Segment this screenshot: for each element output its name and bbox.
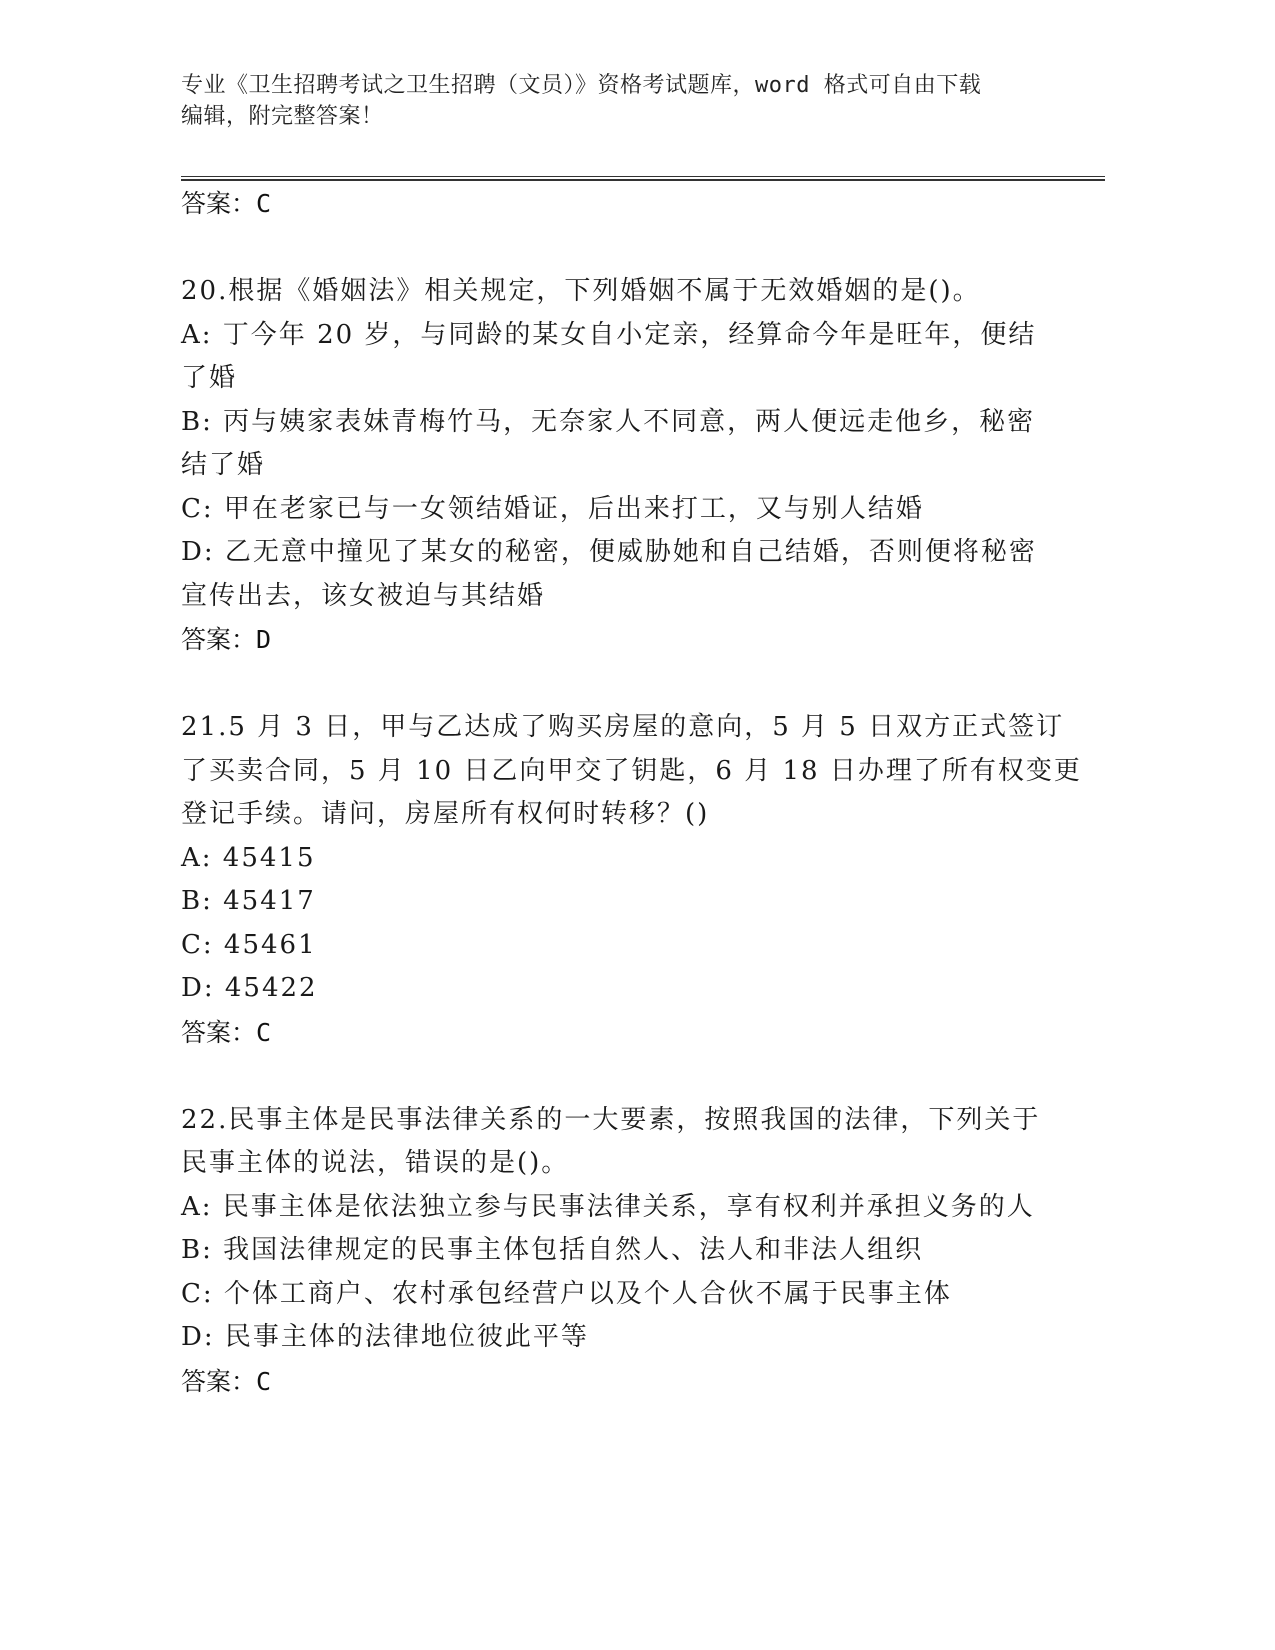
option-line: D: 乙无意中撞见了某女的秘密，便威胁她和自己结婚，否则便将秘密 [181,537,1037,567]
answer-label: 答案：C [181,1017,272,1047]
question-stem-line: 20.根据《婚姻法》相关规定，下列婚姻不属于无效婚姻的是()。 [181,276,981,306]
header-divider [181,176,1105,181]
option-b [181,1229,1051,1273]
option-line: C: 45461 [181,929,317,960]
header-line-1: 专业《卫生招聘考试之卫生招聘（文员）》资格考试题库，word 格式可自由下载 [181,73,982,98]
option-line: B: 丙与姨家表妹青梅竹马，无奈家人不同意，两人便远走他乡，秘密 [181,406,1036,437]
option-line: D: 民事主体的法律地位彼此平等 [181,1322,589,1352]
option-line: D: 45422 [181,973,318,1003]
option-c [181,488,1051,532]
option-d [181,967,1051,1011]
option-line: C: 个体工商户、农村承包经营户以及个人合伙不属于民事主体 [181,1278,952,1309]
option-d [181,1316,1051,1360]
option-line: B: 我国法律规定的民事主体包括自然人、法人和非法人组织 [181,1235,924,1265]
question-21 [181,706,1082,1055]
question-stem-line: 登记手续。请问，房屋所有权何时转移？() [181,799,710,829]
option-b [181,401,1051,488]
option-line: A: 45415 [181,842,316,873]
question-stem-line: 民事主体的说法，错误的是()。 [181,1148,570,1178]
document-body [181,182,1082,1404]
option-line: B: 45417 [181,886,316,916]
option-b [181,880,1051,924]
option-c [181,924,1051,968]
answer-label: 答案：C [181,189,272,218]
question-stem-line: 了买卖合同，5 月 10 日乙向甲交了钥匙，6 月 18 日办理了所有权变更 [181,755,1082,786]
option-line: A: 民事主体是依法独立参与民事法律关系，享有权利并承担义务的人 [181,1191,1035,1222]
option-d [181,531,1051,618]
option-a [181,1186,1051,1230]
option-a [181,314,1051,401]
answer-label: 答案：C [181,1366,272,1396]
question-22 [181,1099,1051,1404]
option-a [181,837,1051,881]
question-stem-line: 22.民事主体是民事法律关系的一大要素，按照我国的法律，下列关于 [181,1104,1041,1135]
option-c [181,1273,1051,1317]
option-line: 结了婚 [181,450,266,480]
option-line: 宣传出去，该女被迫与其结婚 [181,580,546,611]
header-line-2: 编辑，附完整答案！ [181,104,384,129]
answer-label: 答案：D [181,625,272,654]
option-line: A: 丁今年 20 岁，与同龄的某女自小定亲，经算命今年是旺年，便结 [181,319,1037,350]
option-line: C: 甲在老家已与一女领结婚证，后出来打工，又与别人结婚 [181,493,924,524]
page-header [181,70,1061,132]
question-20 [181,270,1051,662]
option-line: 了婚 [181,363,238,393]
question-stem-line: 21.5 月 3 日，甲与乙达成了购买房屋的意向，5 月 5 日双方正式签订 [181,712,1065,742]
